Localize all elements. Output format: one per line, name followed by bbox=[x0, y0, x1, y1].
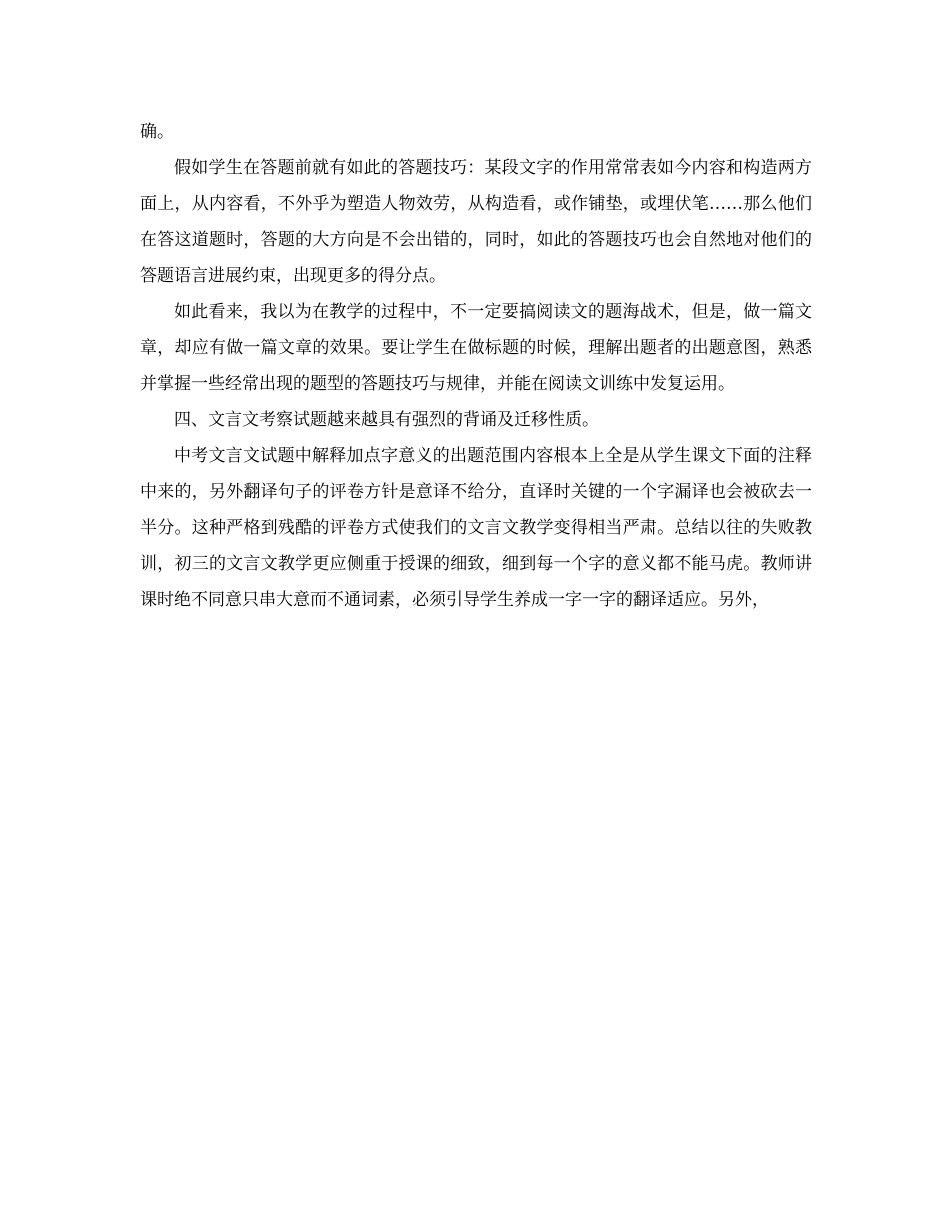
paragraph-continuation: 确。 bbox=[140, 122, 174, 142]
paragraph-teaching-view: 如此看来，我以为在教学的过程中，不一定要搞阅读文的题海战术，但是，做一篇文章，却应有做一篇文章的效果。要让学生在做标题的时候，理解出题者的出题意图，熟悉并掌握一些经常出现的题型的答题技巧与规律，并能在阅读文训练中发复运用。 bbox=[140, 302, 812, 394]
paragraph-answer-technique: 假如学生在答题前就有如此的答题技巧：某段文字的作用常常表如今内容和构造两方面上，从内容看，不外乎为塑造人物效劳，从构造看，或作铺垫，或埋伏笔……那么他们在答这道题时，答题的大方向是不会出错的，同时，如此的答题技巧也会自然地对他们的答题语言进展约束，出现更多的得分点。 bbox=[140, 158, 812, 286]
document-body bbox=[140, 114, 812, 618]
section-heading-classical-chinese: 四、文言文考察试题越来越具有强烈的背诵及迁移性质。 bbox=[174, 410, 599, 430]
paragraph-classical-chinese-exam: 中考文言文试题中解释加点字意义的出题范围内容根本上全是从学生课文下面的注释中来的，另外翻译句子的评卷方针是意译不给分，直译时关键的一个字漏译也会被砍去一半分。这种严格到残酷的评卷方式使我们的文言文教学变得相当严肃。总结以往的失败教训，初三的文言文教学更应侧重于授课的细致，细到每一个字的意义都不能马虎。教师讲课时绝不同意只串大意而不通词素，必须引导学生养成一字一字的翻译适应。另外， bbox=[140, 446, 812, 610]
